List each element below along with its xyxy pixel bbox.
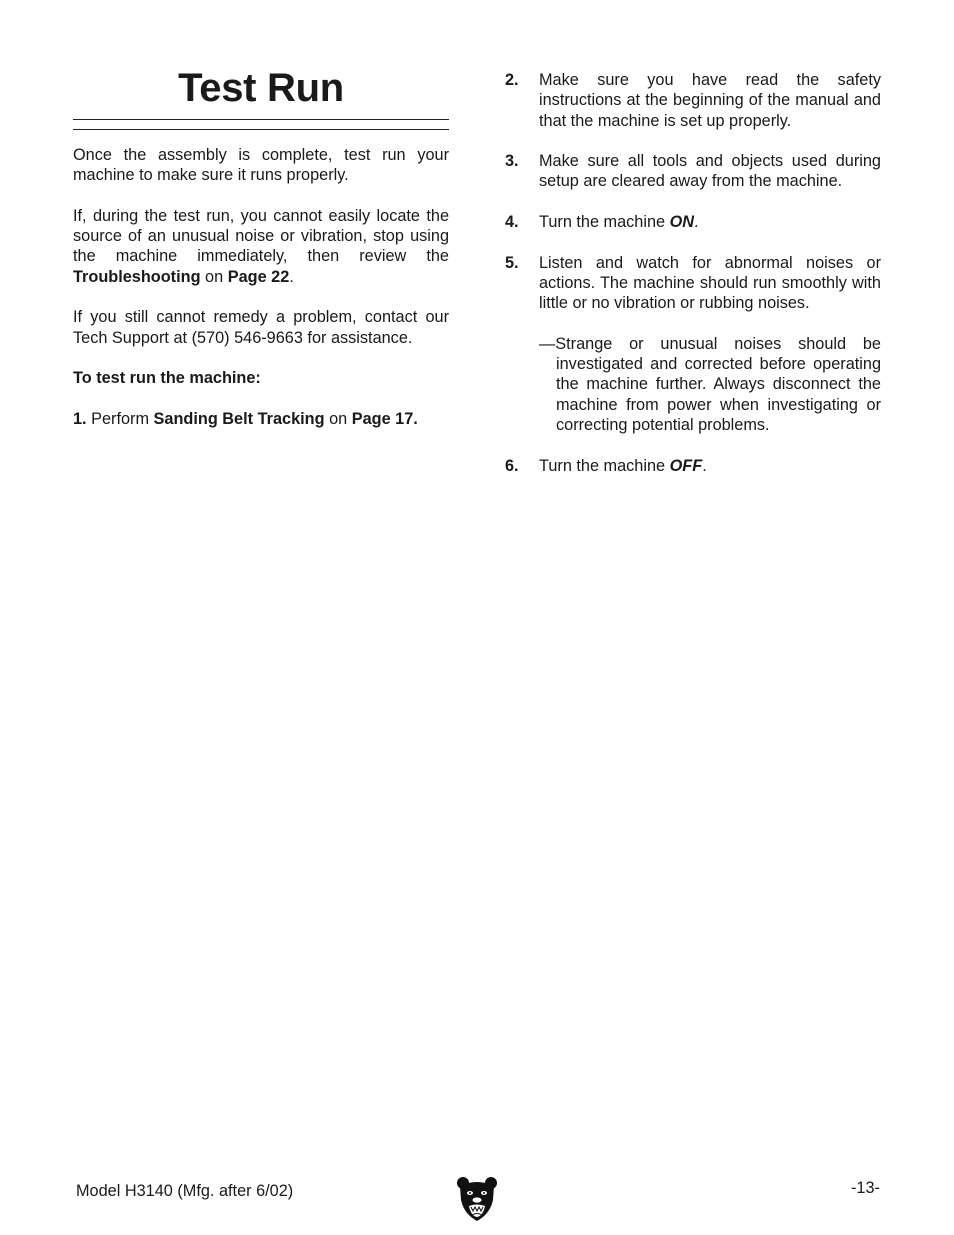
procedure-heading-text: To test run the machine: (73, 369, 261, 388)
step-6-text-c: . (702, 456, 707, 475)
step-4-number: 4. (505, 213, 519, 232)
step-4-text-c: . (694, 213, 699, 232)
troubleshooting-ref: Troubleshooting (73, 267, 201, 286)
step-5-note: —Strange or unusual noises should be investigated and corrected before operating the machine further. Always disconnect the machine from power when investigating or correcting potential problems. (539, 334, 881, 435)
step-4 (505, 212, 881, 232)
step-6-text (539, 456, 881, 476)
step-3 (505, 151, 881, 192)
step-2-text: Make sure you have read the safety instructions at the beginning of the manual and that the machine is set up properly. (539, 71, 881, 130)
step-1 (73, 409, 449, 429)
footer-model: Model H3140 (Mfg. after 6/02) (76, 1182, 294, 1200)
title-rule-top (73, 119, 449, 120)
page-ref-17: Page 17. (351, 409, 418, 428)
period: . (289, 267, 294, 286)
step-2-number: 2. (505, 71, 519, 89)
intro-paragraph: Once the assembly is complete, test run your machine to make sure it runs properly. (73, 146, 449, 185)
step-1-number: 1. (73, 409, 87, 428)
troubleshooting-text: If, during the test run, you cannot easily locate the source of an unusual noise or vibration, stop using the machine immediately, then review the (73, 206, 449, 266)
step-5-text: Listen and watch for abnormal noises or actions. The machine should run smoothly with little or no vibration or rubbing noises. (539, 253, 881, 313)
step-4-text-a: Turn the machine (539, 213, 670, 232)
step-6-number: 6. (505, 456, 519, 475)
right-column (505, 70, 881, 496)
step-5 (505, 253, 881, 314)
footer-page-number: -13- (851, 1179, 880, 1197)
tech-support-paragraph: If you still cannot remedy a problem, contact our Tech Support at (570) 546-9663 for assistance. (73, 308, 449, 347)
title-rule-bottom (73, 129, 449, 130)
step-2 (505, 70, 881, 131)
bear-logo-icon (456, 1176, 498, 1222)
off-label: OFF (669, 456, 703, 475)
on-text: on (200, 267, 228, 286)
step-6 (505, 456, 881, 476)
step-3-text: Make sure all tools and objects used during setup are cleared away from the machine. (539, 152, 881, 191)
step-5-number: 5. (505, 253, 519, 272)
page-title: Test Run (178, 66, 344, 110)
step-1-text-c: on (324, 409, 352, 428)
left-column (73, 145, 449, 449)
page-ref-22: Page 22 (227, 267, 290, 286)
troubleshooting-paragraph (73, 206, 449, 287)
step-1-ref: Sanding Belt Tracking (153, 409, 325, 428)
step-1-text-a: Perform (86, 409, 154, 428)
step-3-number: 3. (505, 152, 519, 171)
procedure-heading (73, 368, 449, 388)
on-label: ON (669, 213, 695, 232)
step-6-text-a: Turn the machine (539, 456, 670, 475)
step-4-text (539, 212, 881, 232)
